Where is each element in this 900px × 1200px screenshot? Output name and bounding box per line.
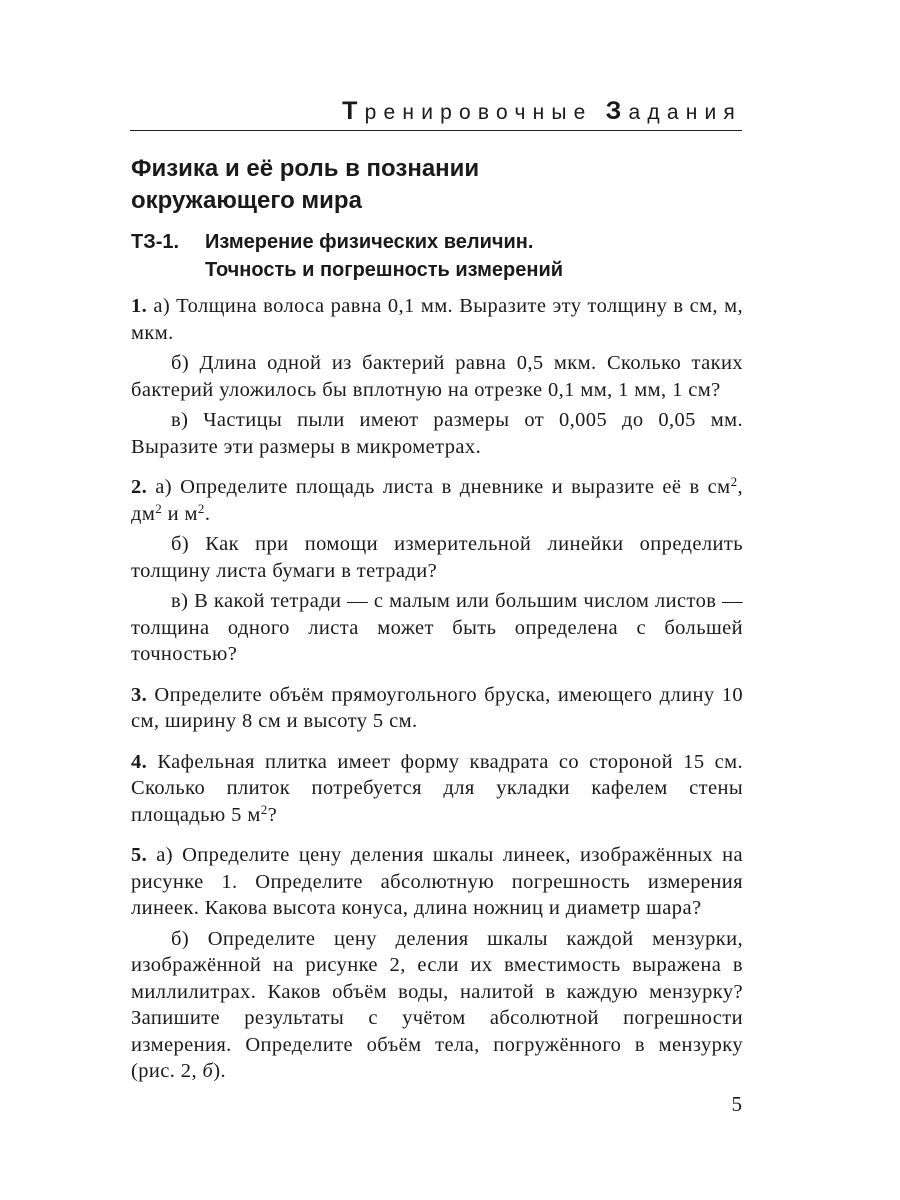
task-2-c: в) В какой тетради — с малым или большим числом листов — толщина одного листа может быть определена с большей точностью? — [131, 590, 743, 665]
running-head-word-2: адания — [628, 101, 742, 124]
task-4 — [131, 749, 743, 829]
subsection-number: ТЗ-1. — [131, 231, 180, 253]
superscript: 2 — [155, 500, 163, 516]
task-text: а) Толщина волоса равна 0,1 мм. Выразите эту толщину в см, м, мкм. — [131, 295, 743, 344]
section-title-line-2: окружающего мира — [131, 187, 362, 214]
task-number: 5. — [131, 844, 148, 866]
running-head-word-1: ренировочные — [364, 101, 593, 124]
subsection-title-line-2: Точность и погрешность измерений — [205, 259, 564, 281]
section-title — [131, 153, 771, 217]
task-number: 3. — [131, 683, 148, 706]
task-text: Кафельная плитка имеет форму квадрата со стороной 15 см. Сколько плиток потребуется для укладки кафелем стены площадью 5 м — [131, 750, 743, 826]
task-list — [131, 293, 743, 1085]
running-head-cap-1: Т — [342, 97, 365, 125]
task-number: 4. — [131, 750, 148, 773]
task-2-a — [131, 474, 743, 527]
task-1-a — [131, 293, 743, 346]
task-text: а) Определите цену деления шкалы линеек, изображённых на рисунке 1. Определите абсолютную погрешность измерения линеек. Какова высота конуса, длина ножниц и диаметр шара? — [131, 844, 743, 919]
task-3 — [131, 682, 743, 735]
task-2-b: б) Как при помощи измерительной линейки определить толщину листа бумаги в тетради? — [131, 533, 743, 582]
task-text: , дм — [131, 476, 743, 525]
superscript: 2 — [260, 801, 268, 817]
task-number: 1. — [131, 295, 148, 317]
superscript: 2 — [197, 500, 205, 516]
task-1-b: б) Длина одной из бактерий равна 0,5 мкм. Сколько таких бактерий уложилось бы вплотную на отрезке 0,1 мм, 1 мм, 1 см? — [131, 352, 743, 401]
task-1-c: в) Частицы пыли имеют размеры от 0,005 до 0,05 мм. Выразите эти размеры в микрометрах. — [131, 409, 743, 458]
task-number: 2. — [131, 476, 148, 498]
superscript: 2 — [730, 474, 738, 489]
section-title-line-1: Физика и её роль в познании — [131, 155, 480, 182]
italic-letter: б — [202, 1060, 214, 1082]
running-head — [130, 96, 742, 131]
page-number: 5 — [731, 1092, 742, 1116]
task-text: а) Определите площадь листа в дневнике и выразите её в см — [155, 476, 731, 498]
task-text: . — [204, 502, 211, 525]
task-text: б) Определите цену деления шкалы каждой мензурки, изображённой на рисунке 2, если их вместимость выражена в миллилитрах. Каков объём воды, налитой в каждую мензурку? Запишите результаты с учётом абсолютной погрешности измерения. Определите объём тела, погружённого в мензурку (рис. 2, — [131, 927, 743, 1082]
subsection-heading — [131, 228, 771, 284]
task-text: ? — [267, 803, 278, 826]
running-head-cap-2: З — [605, 97, 629, 125]
task-text: и м — [162, 502, 198, 525]
task-text: ). — [213, 1060, 226, 1082]
task-5-b — [131, 926, 743, 1085]
task-text: Определите объём прямоугольного бруска, имеющего длину 10 см, ширину 8 см и высоту 5 см. — [131, 683, 743, 732]
subsection-title-line-1: Измерение физических величин. — [205, 231, 534, 253]
task-5-a — [131, 842, 743, 922]
